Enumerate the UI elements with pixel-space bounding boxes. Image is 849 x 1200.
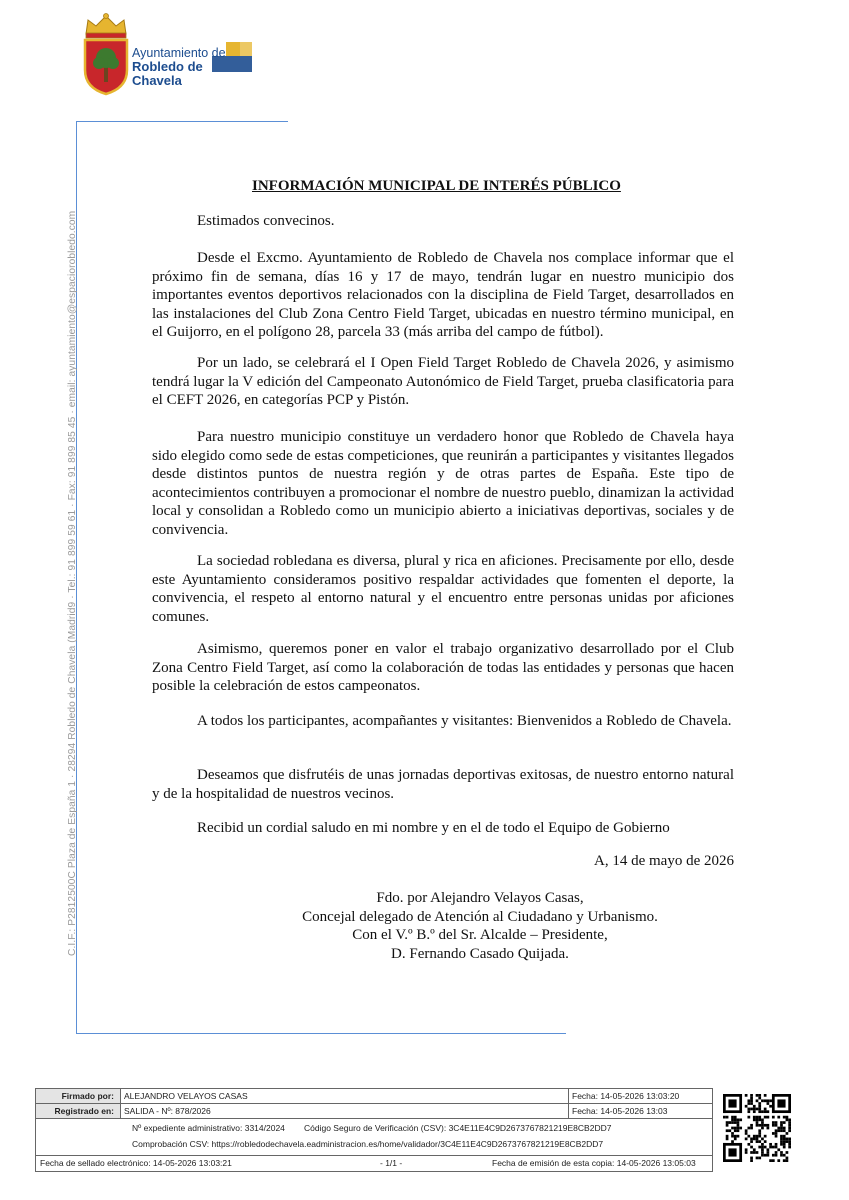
signature-line-4: D. Fernando Casado Quijada. bbox=[391, 945, 569, 962]
footer-row bbox=[36, 1156, 712, 1170]
logo-line-2: Robledo de Chavela bbox=[132, 59, 203, 88]
signed-by-value: ALEJANDRO VELAYOS CASAS bbox=[124, 1091, 248, 1101]
csv-check-link[interactable]: Comprobación CSV: https://robledodechavela.eadministracion.es/home/validador/3C4E11E4C9D2673767821219E8CB2DD7 bbox=[132, 1139, 604, 1149]
seal-date: Fecha de sellado electrónico: 14-05-2026 13:03:21 bbox=[40, 1158, 232, 1168]
signature-line-3: Con el V.º B.º del Sr. Alcalde – Presidente, bbox=[352, 927, 608, 944]
paragraph-3: Para nuestro municipio constituye un verdadero honor que Robledo de Chavela haya sido elegido como sede de estas competiciones, que reunirán a participantes y visitantes llegados desde distintos puntos de nuestra región y de otras partes de España. Este tipo de acontecimientos contribuyen a promocionar el nombre de nuestro pueblo, dinamizan la actividad local y consolidan a Robledo como un municipio abierto a iniciativas deportivas, sociales y de convivencia. bbox=[152, 429, 734, 538]
paragraph-6: A todos los participantes, acompañantes y visitantes: Bienvenidos a Robledo de Chavela. bbox=[197, 713, 732, 729]
paragraph-4: La sociedad robledana es diversa, plural y rica en aficiones. Precisamente por ello, desde este Ayuntamiento consideramos positivo respaldar actividades que fomenten el deporte, la convivencia, el respeto al entorno natural y el encuentro entre personas unidas por aficiones comunes. bbox=[152, 553, 734, 625]
registered-row bbox=[36, 1104, 712, 1118]
csv-check-row bbox=[36, 1137, 712, 1151]
paragraph-8: Recibid un cordial saludo en mi nombre y en el de todo el Equipo de Gobierno bbox=[197, 820, 670, 836]
signature-line-1: Fdo. por Alejandro Velayos Casas, bbox=[376, 890, 584, 906]
electronic-signature-box bbox=[35, 1088, 713, 1172]
greeting: Estimados convecinos. bbox=[197, 213, 335, 229]
registered-label: Registrado en: bbox=[36, 1104, 120, 1118]
logo-line-1: Ayuntamiento de bbox=[132, 46, 226, 60]
paragraph-2: Por un lado, se celebrará el I Open Field Target Robledo de Chavela 2026, y asimismo tendrá lugar la V edición del Campeonato Autonómico de Field Target, prueba clasificatoria para el CEFT 2026, en categorías PCP y Pistón. bbox=[152, 355, 734, 409]
frame-top-line bbox=[76, 121, 288, 122]
date-line: A, 14 de mayo de 2026 bbox=[594, 853, 734, 869]
csv-code: Código Seguro de Verificación (CSV): 3C4E11E4C9D2673767821219E8CB2DD7 bbox=[304, 1123, 612, 1133]
page-number: - 1/1 - bbox=[380, 1158, 403, 1168]
verification-row bbox=[36, 1121, 712, 1135]
qr-code-icon bbox=[723, 1094, 791, 1162]
coat-of-arms-icon bbox=[80, 12, 132, 96]
paragraph-5: Asimismo, queremos poner en valor el trabajo organizativo desarrollado por el Club Zona Centro Field Target, así como la colaboración de todas las entidades y personas que hacen posible la celebración de estos campeonatos. bbox=[152, 641, 734, 695]
signature-block bbox=[160, 889, 800, 963]
sidebar-address: C.I.F.: P2812500C Plaza de España 1 · 28294 Robledo de Chavela (Madrid9 · Tel.: 91 899 59 61 · Fax: 91 899 85 45 · email: ayuntamiento@espaciorobledo.com bbox=[67, 210, 78, 956]
signed-by-row bbox=[36, 1089, 712, 1103]
paragraph-7: Deseamos que disfrutéis de unas jornadas deportivas exitosas, de nuestro entorno natural y de la hospitalidad de nuestros vecinos. bbox=[152, 767, 734, 802]
logo-text bbox=[132, 46, 252, 88]
frame-bottom-line bbox=[76, 1033, 566, 1034]
expediente-number: Nº expediente administrativo: 3314/2024 bbox=[132, 1123, 285, 1133]
registered-date: Fecha: 14-05-2026 13:03 bbox=[572, 1106, 668, 1116]
copy-date: Fecha de emisión de esta copia: 14-05-2026 13:05:03 bbox=[492, 1158, 696, 1168]
municipal-logo bbox=[80, 12, 252, 96]
signed-date: Fecha: 14-05-2026 13:03:20 bbox=[572, 1091, 680, 1101]
signed-by-label: Firmado por: bbox=[36, 1089, 120, 1103]
document-title: INFORMACIÓN MUNICIPAL DE INTERÉS PÚBLICO bbox=[252, 178, 621, 194]
paragraph-1: Desde el Excmo. Ayuntamiento de Robledo de Chavela nos complace informar que el próximo fin de semana, días 16 y 17 de mayo, tendrán lugar en nuestro municipio dos importantes eventos deportivos relacionados con la disciplina de Field Target, desarrollados en las instalaciones del Club Zona Centro Field Target, ubicadas en nuestro término municipal, en el Guijorro, en el polígono 28, parcela 33 (más arriba del campo de fútbol). bbox=[152, 250, 734, 341]
registered-value: SALIDA - Nº: 878/2026 bbox=[124, 1106, 211, 1116]
signature-line-2: Concejal delegado de Atención al Ciudadano y Urbanismo. bbox=[302, 908, 658, 925]
